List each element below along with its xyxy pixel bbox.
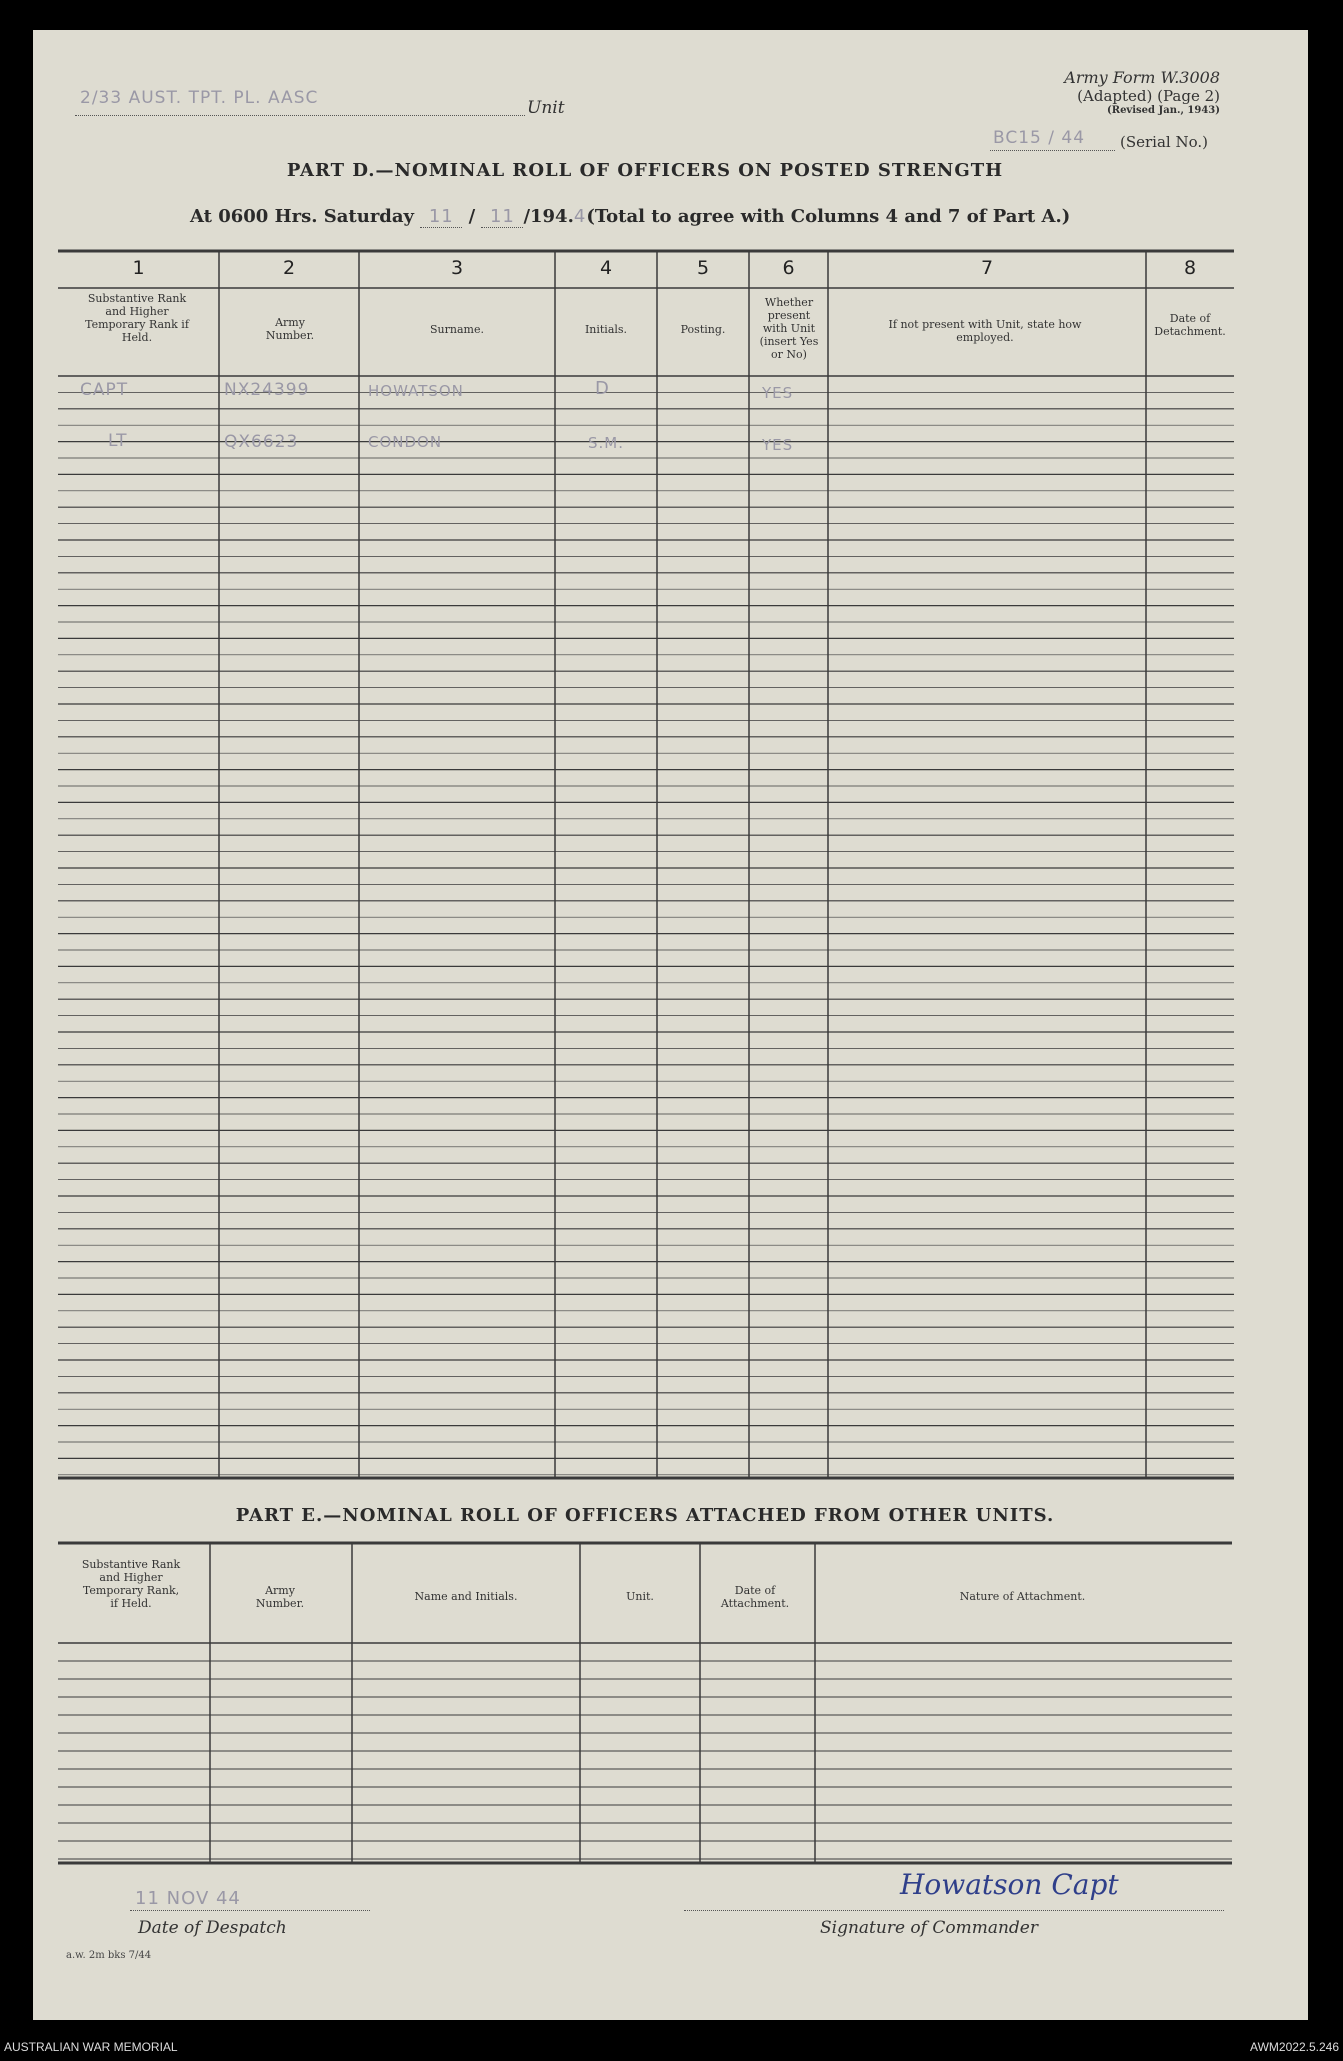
col-num-4: 4 <box>599 257 613 279</box>
e-header-name: Name and Initials. <box>414 1590 518 1603</box>
row-2-number: QX6623 <box>224 432 299 452</box>
e-header-nature: Nature of Attachment. <box>959 1590 1086 1603</box>
despatch-handwritten: 11 NOV 44 <box>135 1888 241 1909</box>
col-header-rank: Substantive Rank and Higher Temporary Rank if Held. <box>85 292 189 344</box>
date-day: 11 <box>420 206 462 228</box>
col-num-5: 5 <box>696 257 710 279</box>
archive-left: AUSTRALIAN WAR MEMORIAL <box>4 2040 178 2054</box>
row-1-number: NX24399 <box>224 380 310 400</box>
col-header-army-number: Army Number. <box>265 316 315 342</box>
print-code: a.w. 2m bks 7/44 <box>66 1950 152 1961</box>
archive-right: AWM2022.5.246 <box>1250 2040 1339 2054</box>
col-header-employed: If not present with Unit, state how employed. <box>888 318 1082 344</box>
form-line-3: (Revised Jan., 1943) <box>1107 105 1220 116</box>
date-prefix: At 0600 Hrs. Saturday <box>190 206 415 227</box>
row-1-present: YES <box>762 384 794 402</box>
signature-label: Signature of Commander <box>820 1918 1038 1938</box>
row-2-surname: CONDON <box>368 433 443 451</box>
date-line: At 0600 Hrs. Saturday 11 / 11 /194.4(Total to agree with Columns 4 and 7 of Part A.) <box>190 206 1071 227</box>
col-header-detachment: Date of Detachment. <box>1154 312 1226 338</box>
col-num-8: 8 <box>1183 257 1197 279</box>
row-2-rank: LT <box>108 431 128 451</box>
unit-handwritten: 2/33 AUST. TPT. PL. AASC <box>80 88 319 108</box>
row-2-initials: S.M. <box>588 434 624 452</box>
col-num-7: 7 <box>980 257 994 279</box>
col-header-initials: Initials. <box>584 323 628 336</box>
row-1-rank: CAPT <box>80 380 129 400</box>
form-line-1: Army Form W.3008 <box>1064 68 1220 87</box>
e-header-army-number: Army Number. <box>255 1584 305 1610</box>
e-header-unit: Unit. <box>626 1590 654 1603</box>
serial-label: (Serial No.) <box>1120 133 1208 151</box>
col-num-6: 6 <box>782 257 795 279</box>
e-header-rank: Substantive Rank and Higher Temporary Rank, if Held. <box>81 1558 181 1610</box>
date-month: 11 <box>481 206 523 228</box>
serial-handwritten: BC15 / 44 <box>993 128 1086 148</box>
part-e-title: PART E.—NOMINAL ROLL OF OFFICERS ATTACHED FROM OTHER UNITS. <box>235 1505 1055 1526</box>
col-header-posting: Posting. <box>680 323 726 336</box>
row-1-initials: D <box>595 378 610 399</box>
row-1-surname: HOWATSON <box>368 382 464 400</box>
signature-underline <box>684 1910 1224 1911</box>
part-d-title: PART D.—NOMINAL ROLL OF OFFICERS ON POSTED STRENGTH <box>286 160 1004 181</box>
col-num-1: 1 <box>132 257 145 279</box>
date-year-digit: 4 <box>573 206 587 227</box>
date-year-prefix: /194. <box>523 206 574 227</box>
despatch-label: Date of Despatch <box>138 1918 287 1938</box>
despatch-underline <box>130 1910 370 1911</box>
e-header-date: Date of Attachment. <box>720 1584 790 1610</box>
signature-handwritten: Howatson Capt <box>900 1868 1119 1901</box>
col-header-surname: Surname. <box>430 323 484 336</box>
unit-label: Unit <box>527 98 565 118</box>
col-header-present: Whether present with Unit (insert Yes or No) <box>759 296 819 361</box>
col-num-2: 2 <box>282 257 296 279</box>
form-line-2: (Adapted) (Page 2) <box>1077 87 1220 105</box>
date-suffix: (Total to agree with Columns 4 and 7 of Part A.) <box>586 206 1071 227</box>
col-num-3: 3 <box>450 257 464 279</box>
row-2-present: YES <box>762 436 794 454</box>
